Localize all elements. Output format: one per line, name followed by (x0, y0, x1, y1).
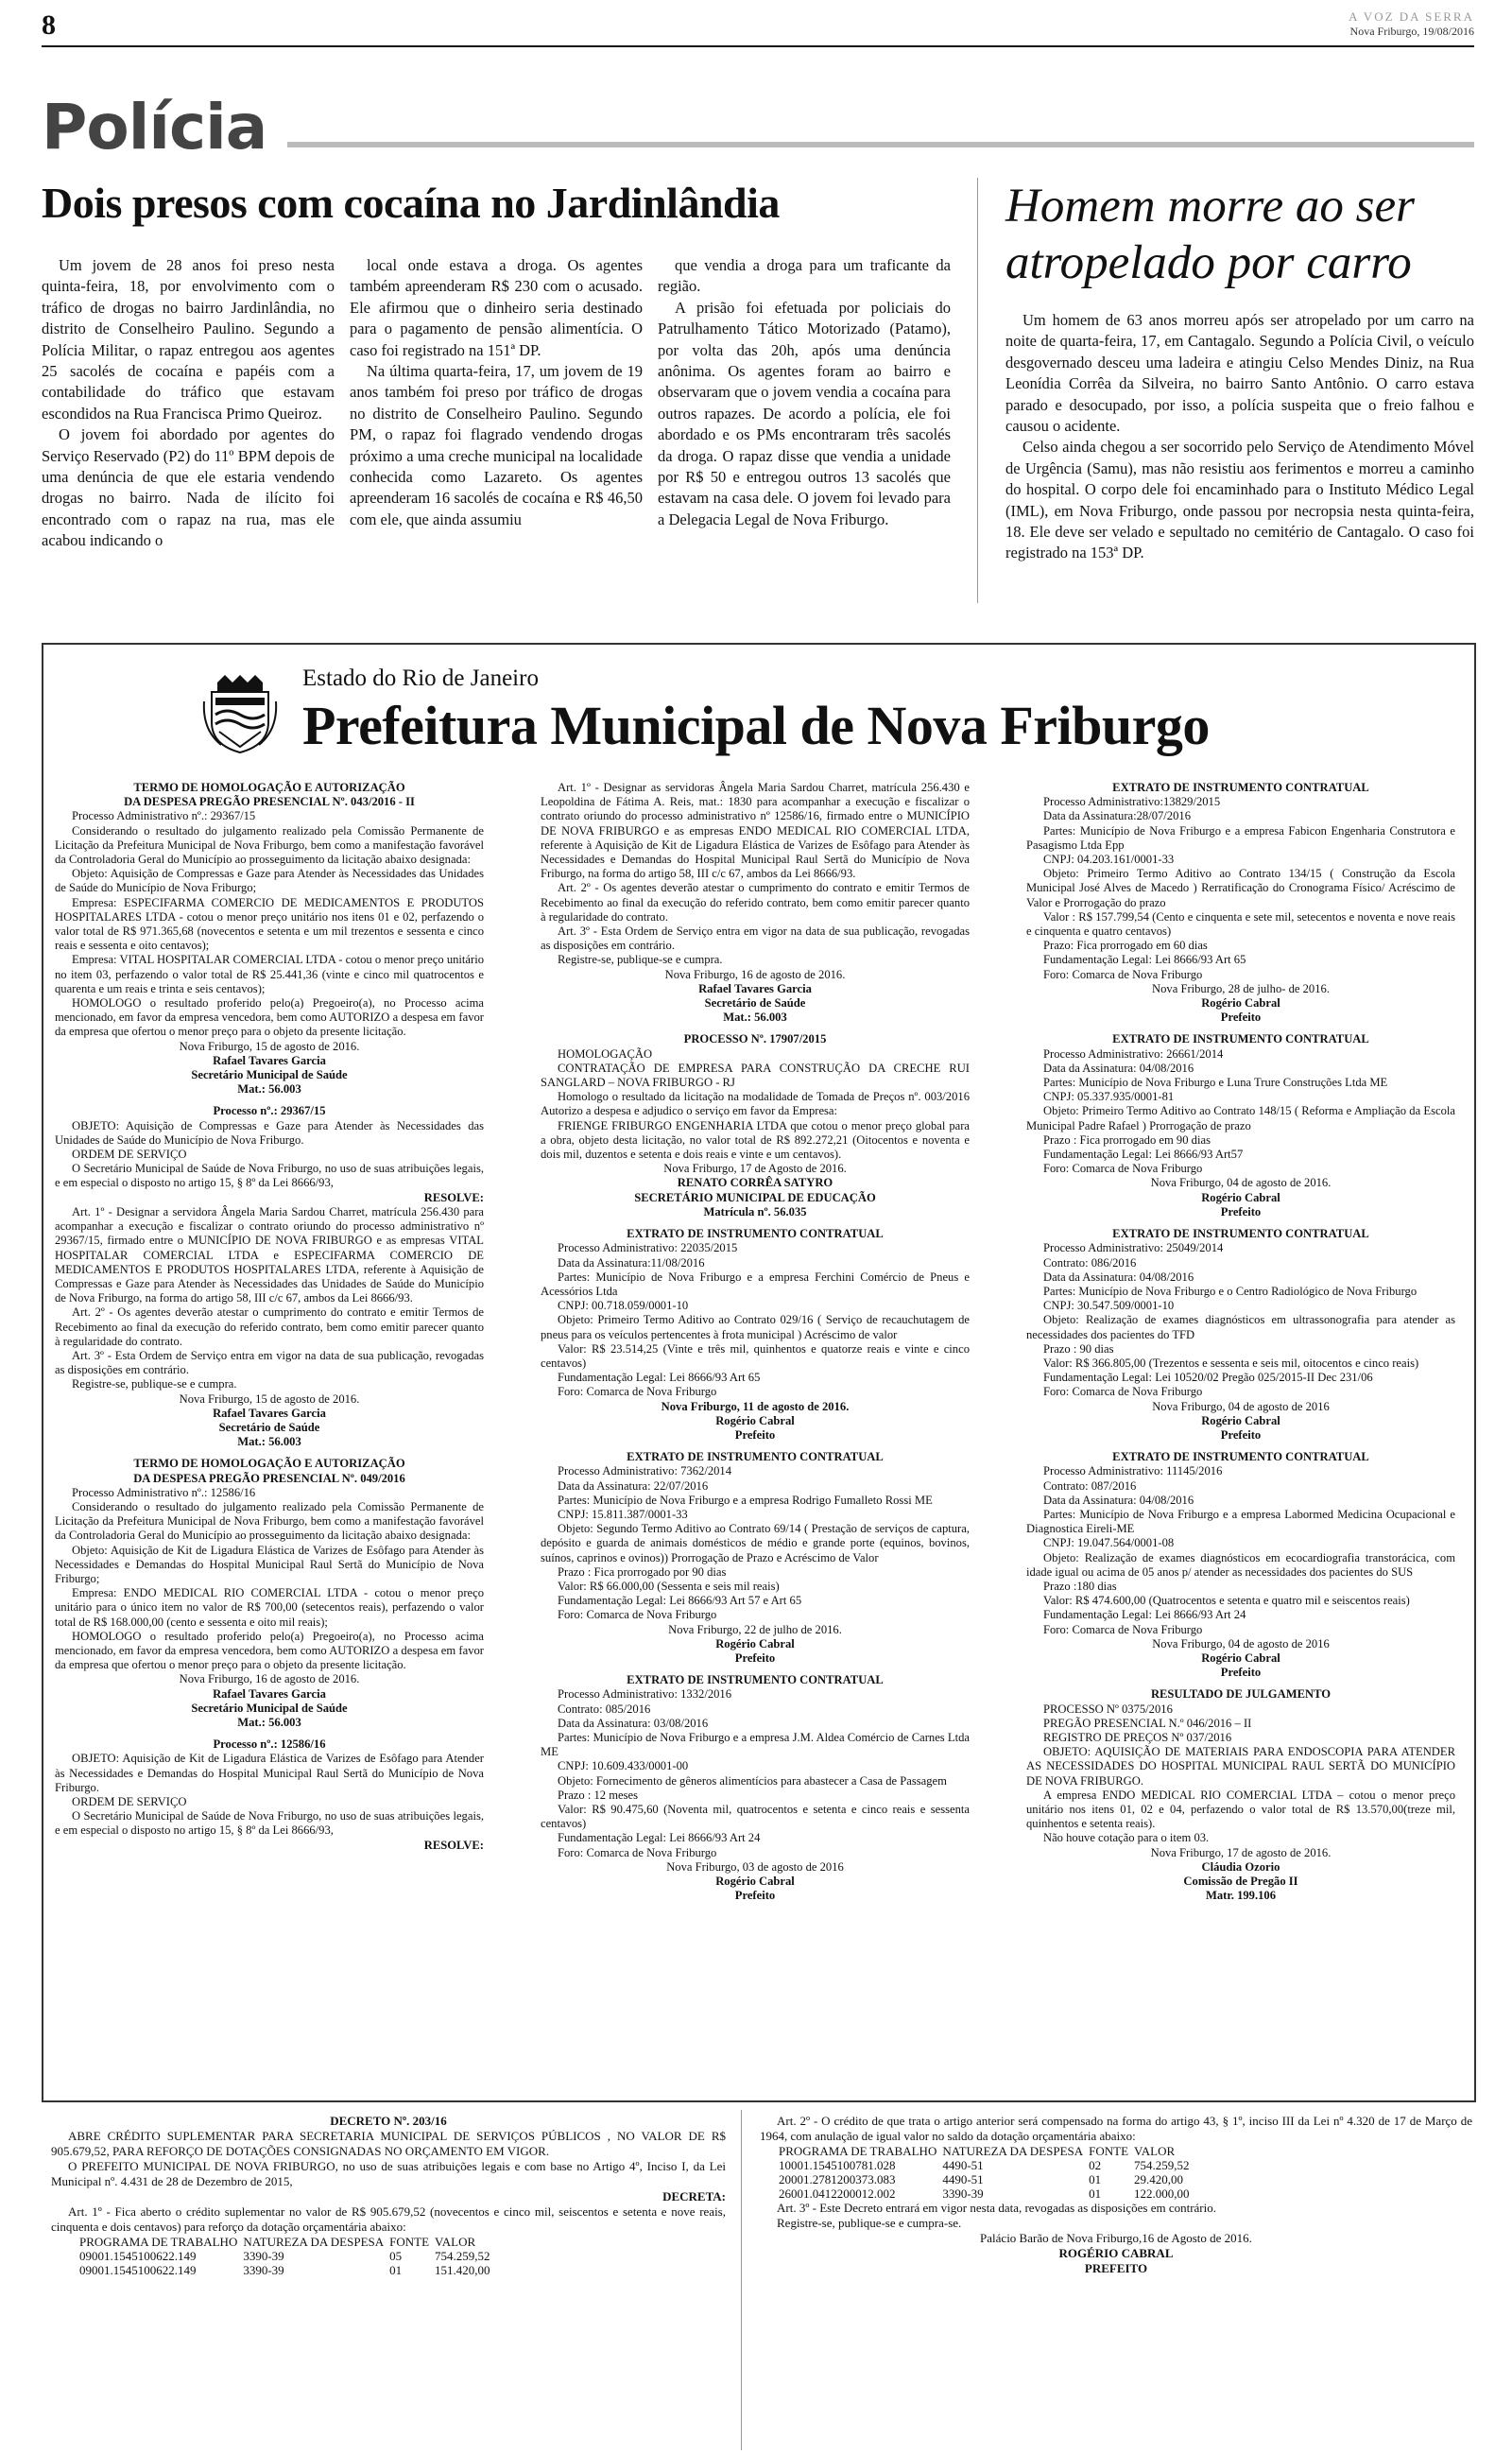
legal-line: Data da Assinatura: 04/08/2016 (1043, 1493, 1194, 1507)
legal-line: Objeto: Segundo Termo Aditivo ao Contrato 69/14 ( Prestação de serviços de captura, depósito e guarda de animais domésticos de médio e grande porte (equinos, bovinos, suínos, caprinos e ovinos)) Prorrogação de Prazo e Acréscimo de Valor (541, 1522, 970, 1564)
paragraph: que vendia a droga para um traficante da região. (658, 256, 951, 296)
table-cell: 151.420,00 (435, 2263, 490, 2277)
legal-line: Art. 2º - Os agentes deverão atestar o cumprimento do contrato e emitir Termos de Recebimento ao final da execução do referido contrato, bem como emitir parecer quanto à regularidade do contrato. (541, 881, 970, 924)
legal-line: Nova Friburgo, 16 de agosto de 2016. (664, 967, 846, 981)
table-cell: 754.259,52 (1134, 2158, 1190, 2172)
legal-line: Fundamentação Legal: Lei 8666/93 Art 24 (558, 1831, 761, 1845)
legal-line: Objeto: Fornecimento de gêneros alimentícios para abastecer a Casa de Passagem (558, 1773, 947, 1788)
legal-line: Processo Administrativo: 22035/2015 (558, 1241, 738, 1255)
legal-line: Partes: Município de Nova Friburgo e a empresa Fabicon Engenharia Construtora e Pasagismo Ltda Epp (1026, 823, 1455, 852)
table-cell: 01 (1089, 2186, 1102, 2201)
article-column-1 (42, 255, 335, 552)
legal-line: Rogério Cabral (1201, 1650, 1280, 1665)
legal-line: Contrato: 087/2016 (1043, 1478, 1137, 1493)
legal-line: Processo Administrativo: 7362/2014 (558, 1464, 732, 1478)
legal-line: RENATO CORRÊA SATYRO (677, 1176, 833, 1190)
decree-art3: Art. 3º - Este Decreto entrará em vigor nesta data, revogadas as disposições em contrário. (777, 2201, 1216, 2215)
legal-line: Nova Friburgo, 16 de agosto de 2016. (179, 1672, 360, 1686)
table-cell: 754.259,52 (435, 2249, 490, 2263)
table-cell: 02 (1089, 2158, 1102, 2172)
table-header-cell: NATUREZA DA DESPESA (243, 2235, 385, 2249)
legal-line: Rogério Cabral (1201, 996, 1280, 1011)
legal-line: Objeto: Aquisição de Compressas e Gaze para Atender às Necessidades das Unidades de Saúde do Município de Nova Friburgo; (55, 867, 484, 895)
legal-line: Nova Friburgo, 15 de agosto de 2016. (179, 1391, 360, 1406)
newspaper-page (42, 0, 1474, 2454)
legal-prefeitura-title: Prefeitura Municipal de Nova Friburgo (302, 695, 1210, 756)
legal-line: Foro: Comarca de Nova Friburgo (1043, 1385, 1203, 1399)
table-row (79, 2263, 496, 2277)
legal-line: RESOLVE: (423, 1838, 484, 1852)
legal-line: Rafael Tavares Garcia (698, 981, 812, 995)
legal-line: Prazo : 12 meses (558, 1788, 638, 1802)
legal-line: Prefeito (734, 1427, 776, 1442)
article2-headline-line2: atropelado por carro (1005, 236, 1412, 289)
table-cell: 01 (1089, 2172, 1102, 2186)
legal-line: Partes: Município de Nova Friburgo e a empresa Ferchini Comércio de Pneus e Acessórios Ltda (541, 1270, 970, 1298)
legal-line: RESULTADO DE JULGAMENTO (1150, 1687, 1332, 1702)
legal-line: TERMO DE HOMOLOGAÇÃO E AUTORIZAÇÃO (133, 781, 405, 794)
spacer (541, 1025, 970, 1032)
legal-line: HOMOLOGO o resultado proferido pelo(a) Pregoeiro(a), no Processo acima mencionado, em favor da empresa vencedora, bem como AUTORIZO a despesa em favor da empresa que ofertou o menor preço para o objeto da presente licitação. (55, 996, 484, 1039)
legal-line: DA DESPESA PREGÃO PRESENCIAL Nº. 043/2016 - II (124, 795, 415, 809)
table-cell: 3390-39 (243, 2249, 284, 2263)
legal-line: PROCESSO Nº. 17907/2015 (683, 1032, 827, 1046)
spacer (1026, 1219, 1455, 1227)
legal-line: EXTRATO DE INSTRUMENTO CONTRATUAL (627, 1227, 884, 1241)
legal-line: Data da Assinatura: 04/08/2016 (1043, 1270, 1194, 1284)
paragraph: O jovem foi abordado por agentes do Serviço Reservado (P2) do 11º BPM depois de uma denúncia de que ele estaria vendendo drogas no bairro. Nada de ilícito foi encontrado com o rapaz na rua, mas ele acabou indicando o (42, 425, 335, 550)
decree-table-1 (79, 2235, 496, 2277)
decree-preamble: O PREFEITO MUNICIPAL DE NOVA FRIBURGO, no uso de suas atribuições legais e com base no Artigo 4º, Inciso I, da Lei Municipal nº. 4.431 de 28 de Dezembro de 2015, (51, 2159, 726, 2188)
table-row (779, 2172, 1195, 2186)
decree-signer: ROGÉRIO CABRAL (1058, 2246, 1174, 2260)
legal-line: Processo nº.: 29367/15 (213, 1104, 326, 1118)
legal-line: Objeto: Realização de exames diagnósticos em ultrassonografia para atender as necessidades dos pacientes do TFD (1026, 1313, 1455, 1341)
article2-headline (1005, 178, 1478, 291)
legal-line: Objeto: Primeiro Termo Aditivo ao Contrato 148/15 ( Reforma e Ampliação da Escola Municipal Padre Rafael ) Prorrogação de prazo (1026, 1104, 1455, 1132)
legal-line: Art. 1º - Designar a servidora Ângela Maria Sardou Charret, matrícula 256.430 para acompanhar a execução e fiscalizar o contrato oriundo do processo administrativo nº 29367/15, firmado entre o MUNICÍPIO DE NOVA FRIBURGO e as empresas VITAL HOSPITALAR COMERCIAL LTDA e ESPECIFARMA COMERCIO DE MEDICAMENTOS E PRODUTOS HOSPITALARES LTDA, referente à Aquisição de Compressas e Gaze para Atender às Necessidades das Unidades de Saúde do Município de Nova Friburgo, na forma do artigo 58, III c/c 67, ambos da Lei 8666/93. (55, 1204, 484, 1305)
legal-line: Valor: R$ 90.475,60 (Noventa mil, quatrocentos e setenta e cinco reais e sessenta centavos) (541, 1803, 970, 1831)
page-header (42, 8, 1474, 47)
legal-line: Secretário de Saúde (218, 1420, 320, 1434)
legal-line: CNPJ: 15.811.387/0001-33 (558, 1507, 688, 1521)
spacer (1026, 1025, 1455, 1032)
legal-line: Partes: Município de Nova Friburgo e a empresa J.M. Aldea Comércio de Carnes Ltda ME (541, 1731, 970, 1759)
legal-line: Nova Friburgo, 11 de agosto de 2016. (661, 1399, 850, 1413)
legal-column-3 (1026, 781, 1455, 1903)
legal-line: HOMOLOGO o resultado proferido pelo(a) Pregoeiro(a), no Processo acima mencionado, em favor da empresa vencedora, bem como AUTORIZO a despesa em favor da empresa que ofertou o menor preço para o objeto da presente licitação. (55, 1629, 484, 1672)
legal-line: Considerando o resultado do julgamento realizado pela Comissão Permanente de Licitação da Prefeitura Municipal de Nova Friburgo, bem como a manifestação favorável da Controladoria Geral do Município ao prosseguimento da licitação abaixo designada: (55, 823, 484, 867)
legal-line: Processo Administrativo nº.: 29367/15 (72, 809, 256, 823)
paragraph: Na última quarta-feira, 17, um jovem de 19 anos também foi preso por tráfico de drogas no distrito de Conselheiro Paulino. Segundo PM, o rapaz foi flagrado vendendo drogas próximo a uma creche municipal na localidade conhecida como Lazareto. Os agentes apreenderam 16 sacolés de cocaína e R$ 46,50 com ele, que ainda assumiu (350, 362, 643, 528)
spacer (1026, 1443, 1455, 1450)
legal-line: Nova Friburgo, 04 de agosto de 2016 (1152, 1399, 1330, 1413)
legal-line: Processo Administrativo:13829/2015 (1043, 795, 1221, 809)
section-rule (287, 142, 1474, 147)
legal-line: Considerando o resultado do julgamento realizado pela Comissão Permanente de Licitação da Prefeitura Municipal de Nova Friburgo, bem como a manifestação favorável da Controladoria Geral do Município ao prosseguimento da licitação abaixo designada: (55, 1499, 484, 1543)
legal-line: Art. 3º - Esta Ordem de Serviço entra em vigor na data de sua publicação, revogadas as disposições em contrário. (541, 925, 970, 953)
legal-line: Cláudia Ozorio (1201, 1859, 1280, 1874)
legal-line: SECRETÁRIO MUNICIPAL DE EDUCAÇÃO (634, 1190, 876, 1204)
legal-line: Prazo :180 dias (1043, 1579, 1117, 1593)
legal-line: Rogério Cabral (715, 1636, 795, 1650)
legal-line: Rafael Tavares Garcia (213, 1686, 326, 1701)
legal-line: PROCESSO Nº 0375/2016 (1043, 1702, 1173, 1716)
article-column-2 (350, 255, 643, 530)
spacer (55, 1097, 484, 1104)
legal-line: CONTRATAÇÃO DE EMPRESA PARA CONSTRUÇÃO DA CRECHE RUI SANGLARD – NOVA FRIBURGO - RJ (541, 1061, 970, 1090)
legal-line: Nova Friburgo, 28 de julho- de 2016. (1152, 981, 1330, 995)
legal-line: Contrato: 086/2016 (1043, 1255, 1137, 1270)
legal-line: PREGÃO PRESENCIAL N.º 046/2016 – II (1043, 1716, 1252, 1730)
legal-line: HOMOLOGAÇÃO (558, 1046, 653, 1061)
legal-line: Mat.: 56.003 (237, 1435, 301, 1449)
spacer (55, 1730, 484, 1737)
legal-line: Secretário Municipal de Saúde (191, 1701, 348, 1715)
decree-registre: Registre-se, publique-se e cumpra-se. (777, 2216, 962, 2230)
article-headline: Dois presos com cocaína no Jardinlândia (42, 179, 780, 227)
legal-line: RESOLVE: (423, 1190, 484, 1204)
table-cell: 26001.0412200012.002 (779, 2186, 896, 2201)
legal-line: Processo Administrativo: 1332/2016 (558, 1687, 732, 1702)
legal-line: Rogério Cabral (715, 1413, 795, 1427)
coat-of-arms-icon (202, 673, 278, 754)
legal-column-1 (55, 781, 484, 1853)
paper-name: A VOZ DA SERRA (1349, 9, 1474, 24)
legal-line: Prazo: Fica prorrogado em 60 dias (1043, 939, 1208, 953)
table-header-cell: PROGRAMA DE TRABALHO (779, 2144, 937, 2158)
table-cell: 3390-39 (942, 2186, 984, 2201)
legal-line: Prazo : Fica prorrogado por 90 dias (558, 1564, 727, 1579)
legal-line: OBJETO: AQUISIÇÃO DE MATERIAIS PARA ENDOSCOPIA PARA ATENDER AS NECESSIDADES DO HOSPITAL MUNICIPAL RAUL SERTÃ DO MUNICÍPIO DE NOVA FRIBURGO. (1026, 1745, 1455, 1788)
legal-line: Objeto: Primeiro Termo Aditivo ao Contrato 029/16 ( Serviço de recauchutagem de pneus para os veículos pertencentes à frota municipal ) Acréscimo de valor (541, 1313, 970, 1341)
article2-body (1005, 310, 1474, 564)
legal-line: Matr. 199.106 (1205, 1889, 1277, 1903)
legal-line: Partes: Município de Nova Friburgo e a empresa Rodrigo Fumalleto Rossi ME (558, 1493, 933, 1507)
legal-line: Mat.: 56.003 (237, 1082, 301, 1097)
legal-line: Nova Friburgo, 17 de Agosto de 2016. (663, 1162, 847, 1176)
legal-line: Foro: Comarca de Nova Friburgo (558, 1608, 717, 1622)
section-title: Polícia (42, 91, 267, 164)
paragraph: Um jovem de 28 anos foi preso nesta quinta-feira, 18, por envolvimento com o tráfico de drogas no bairro Jardinlândia, no distrito de Conselheiro Paulino. Segundo a Polícia Militar, o rapaz entregou aos agentes 25 sacolés de cocaína e papéis com a contabilidade do tráfico que estavam escondidos na Rua Francisca Primo Queiroz. (42, 256, 335, 423)
legal-line: EXTRATO DE INSTRUMENTO CONTRATUAL (627, 1450, 884, 1464)
table-row (779, 2186, 1195, 2201)
legal-line: EXTRATO DE INSTRUMENTO CONTRATUAL (1112, 781, 1369, 794)
table-cell: 3390-39 (243, 2263, 284, 2277)
legal-line: O Secretário Municipal de Saúde de Nova Friburgo, no uso de suas atribuições legais, e em especial o disposto no artigo 15, § 8º da Lei 8666/93, (55, 1809, 484, 1838)
legal-line: Partes: Município de Nova Friburgo e Luna Trure Construções Ltda ME (1043, 1076, 1388, 1090)
table-cell: 09001.1545100622.149 (79, 2249, 197, 2263)
legal-line: Rogério Cabral (1201, 1413, 1280, 1427)
paragraph: Um homem de 63 anos morreu após ser atropelado por um carro na noite de quarta-feira, 17, em Cantagalo. Segundo a Polícia Civil, o veículo desgovernado desceu uma ladeira e atingiu Celso Mendes Diniz, na Rua Leonídia Corrêa da Silveira, no bairro Santo Antônio. O carro estava parado e desocupado, por isso, a polícia suspeita que o freio falhou e causou o acidente. (1005, 311, 1474, 436)
spacer (541, 1219, 970, 1227)
legal-line: Foro: Comarca de Nova Friburgo (1043, 967, 1203, 981)
table-header-row (779, 2144, 1195, 2158)
decree-divider (741, 2110, 742, 2450)
legal-line: Partes: Município de Nova Friburgo e a empresa Labormed Medicina Ocupacional e Diagnostica Eireli-ME (1026, 1507, 1455, 1536)
table-cell: 01 (389, 2263, 403, 2277)
legal-line: DA DESPESA PREGÃO PRESENCIAL Nº. 049/2016 (133, 1471, 405, 1485)
legal-line: Prefeito (1220, 1427, 1262, 1442)
legal-line: Rogério Cabral (715, 1875, 795, 1889)
page-number: 8 (42, 9, 56, 41)
decree-art1: Art. 1º - Fica aberto o crédito suplementar no valor de R$ 905.679,52 (novecentos e cinco mil, seiscentos e setenta e nove reais, cinquenta e dois centavos) para reforço da dotação orçamentária abaixo: (51, 2204, 726, 2234)
table-cell: 29.420,00 (1134, 2172, 1184, 2186)
legal-line: Contrato: 085/2016 (558, 1702, 651, 1716)
legal-line: Partes: Município de Nova Friburgo e o Centro Radiológico de Nova Friburgo (1043, 1284, 1418, 1298)
legal-line: Nova Friburgo, 04 de agosto de 2016. (1150, 1176, 1332, 1190)
decree-right (760, 2114, 1472, 2276)
legal-line: Prefeito (1220, 1204, 1262, 1218)
table-header-cell: PROGRAMA DE TRABALHO (79, 2235, 238, 2249)
decree-table-2 (779, 2144, 1195, 2201)
legal-line: Art. 3º - Esta Ordem de Serviço entra em vigor na data de sua publicação, revogadas as disposições em contrário. (55, 1348, 484, 1377)
table-row (779, 2158, 1195, 2172)
legal-line: Processo Administrativo: 26661/2014 (1043, 1046, 1224, 1061)
legal-line: Empresa: VITAL HOSPITALAR COMERCIAL LTDA - cotou o menor preço unitário no item 03, perfazendo o valor total de R$ 25.441,36 (vinte e cinco mil quatrocentos e quarenta e um reais e trinta e seis centavos); (55, 953, 484, 995)
legal-line: Registre-se, publique-se e cumpra. (72, 1377, 237, 1391)
legal-line: EXTRATO DE INSTRUMENTO CONTRATUAL (1112, 1227, 1369, 1241)
spacer (541, 1666, 970, 1673)
legal-line: Homologo o resultado da licitação na modalidade de Tomada de Preços nº. 003/2016 Autorizo a despesa e adjudico o serviço em favor da Empresa: (541, 1090, 970, 1118)
legal-line: Registre-se, publique-se e cumpra. (558, 953, 723, 967)
legal-line: CNPJ: 00.718.059/0001-10 (558, 1299, 689, 1313)
spacer (1026, 1680, 1455, 1687)
spacer (541, 1443, 970, 1450)
legal-line: ORDEM DE SERVIÇO (72, 1148, 187, 1162)
legal-line: REGISTRO DE PREÇOS Nº 037/2016 (1043, 1731, 1232, 1744)
legal-line: CNPJ: 04.203.161/0001-33 (1043, 853, 1175, 867)
legal-line: CNPJ: 30.547.509/0001-10 (1043, 1299, 1175, 1313)
legal-line: Fundamentação Legal: Lei 10520/02 Pregão 025/2015-II Dec 231/06 (1043, 1371, 1373, 1385)
legal-line: Objeto: Realização de exames diagnósticos em ecocardiografia transtorácica, com idade igual ou acima de 05 anos p/ atender as necessidades dos pacientes do SUS (1026, 1550, 1455, 1579)
spacer (55, 1449, 484, 1457)
legal-line: Não houve cotação para o item 03. (1043, 1831, 1210, 1845)
legal-line: Prazo : 90 dias (1043, 1341, 1114, 1356)
table-header-cell: NATUREZA DA DESPESA (942, 2144, 1084, 2158)
legal-line: Fundamentação Legal: Lei 8666/93 Art 65 (1043, 953, 1246, 967)
legal-line: Empresa: ESPECIFARMA COMERCIO DE MEDICAMENTOS E PRODUTOS HOSPITALARES LTDA - cotou o menor preço unitário nos itens 01 e 02, perfazendo o valor total de R$ 971.365,68 (novecentos e setenta e um mil trezentos e sessenta e cinco reais e sessenta e oito centavos); (55, 895, 484, 953)
decree-title: DECRETO Nº. 203/16 (330, 2114, 447, 2128)
legal-line: EXTRATO DE INSTRUMENTO CONTRATUAL (1112, 1032, 1369, 1046)
legal-line: Processo nº.: 12586/16 (213, 1737, 326, 1752)
table-header-cell: FONTE (389, 2235, 430, 2249)
table-cell: 05 (389, 2249, 403, 2263)
table-cell: 122.000,00 (1134, 2186, 1190, 2201)
table-cell: 10001.1545100781.028 (779, 2158, 896, 2172)
decree-role: PREFEITO (1084, 2261, 1148, 2275)
legal-line: Comissão de Pregão II (1183, 1875, 1298, 1889)
table-cell: 20001.2781200373.083 (779, 2172, 896, 2186)
legal-line: Nova Friburgo, 04 de agosto de 2016 (1152, 1636, 1330, 1650)
legal-line: Processo Administrativo: 11145/2016 (1043, 1464, 1223, 1478)
legal-line: Mat.: 56.003 (237, 1716, 301, 1729)
legal-line: EXTRATO DE INSTRUMENTO CONTRATUAL (1112, 1450, 1369, 1464)
table-cell: 4490-51 (942, 2172, 984, 2186)
legal-line: Prazo : Fica prorrogado em 90 dias (1043, 1132, 1211, 1147)
legal-line: Data da Assinatura:28/07/2016 (1043, 809, 1191, 823)
legal-line: TERMO DE HOMOLOGAÇÃO E AUTORIZAÇÃO (133, 1457, 405, 1471)
paragraph: local onde estava a droga. Os agentes também apreenderam R$ 230 com o acusado. Ele afirmou que o dinheiro seria destinado para o pagamento de pensão alimentícia. O caso foi registrado na 151ª DP. (350, 256, 643, 359)
legal-line: Rafael Tavares Garcia (213, 1406, 326, 1420)
legal-line: Prefeito (734, 1650, 776, 1665)
legal-line: Valor : R$ 157.799,54 (Cento e cinquenta e sete mil, setecentos e noventa e nove reais e cinquenta e quatro centavos) (1026, 909, 1455, 939)
decree-art2: Art. 2º - O crédito de que trata o artigo anterior será compensado na forma do artigo 43, § 1º, inciso III da Lei nº 4.320 de 17 de Março de 1964, com anulação de igual valor no saldo da dotação orçamentária abaixo: (760, 2114, 1472, 2143)
legal-line: Art. 2º - Os agentes deverão atestar o cumprimento do contrato e emitir Termos de Recebimento ao final da execução do referido contrato, bem como emitir parecer quanto à regularidade do contrato. (55, 1305, 484, 1348)
legal-line: Objeto: Aquisição de Kit de Ligadura Elástica de Varizes de Esôfago para Atender às Necessidades e Demandas do Hospital Municipal Raul Sertã do Município de Nova Friburgo; (55, 1543, 484, 1585)
legal-line: Processo Administrativo: 25049/2014 (1043, 1241, 1224, 1255)
table-row (79, 2249, 496, 2263)
legal-line: Data da Assinatura: 03/08/2016 (558, 1716, 709, 1730)
paragraph: A prisão foi efetuada por policiais do Patrulhamento Tático Motorizado (Patamo), por volta das 20h, após uma denúncia anônima. Os agentes foram ao bairro e observaram que o jovem vendia a cocaína para outros rapazes. De acordo a polícia, ele foi abordado e os PMs encontraram três sacolés da droga. O rapaz disse que vendia a unidade por R$ 50 e entregou outros 13 sacolés que estavam na casa dele. O jovem foi levado para a Delegacia Legal de Nova Friburgo. (658, 298, 951, 528)
legal-column-2 (541, 781, 970, 1903)
decree-place: Palácio Barão de Nova Friburgo,16 de Agosto de 2016. (980, 2231, 1252, 2245)
legal-line: Rafael Tavares Garcia (213, 1053, 326, 1067)
paragraph: Celso ainda chegou a ser socorrido pelo Serviço de Atendimento Móvel de Urgência (Samu), mas não resistiu aos ferimentos e morreu a caminho do hospital. O corpo dele foi encaminhado para o Instituto Médico Legal (IML), em Nova Friburgo, onde passou por necropsia nesta quinta-feira, 18. Ele deve ser velado e sepultado no cemitério de Cantagalo. O caso foi registrado na 153ª DP. (1005, 438, 1474, 562)
issue-date: Nova Friburgo, 19/08/2016 (1349, 25, 1474, 38)
legal-line: Fundamentação Legal: Lei 8666/93 Art57 (1043, 1148, 1244, 1162)
legal-line: Fundamentação Legal: Lei 8666/93 Art 57 e Art 65 (558, 1594, 802, 1608)
legal-line: FRIENGE FRIBURGO ENGENHARIA LTDA que cotou o menor preço global para a obra, objeto desta licitação, no valor total de R$ 892.272,21 (Oitocentos e noventa e dois mil, duzentos e setenta e dois reais e vinte e um centavos). (541, 1118, 970, 1162)
legal-line: CNPJ: 19.047.564/0001-08 (1043, 1536, 1175, 1550)
legal-line: Fundamentação Legal: Lei 8666/93 Art 65 (558, 1371, 761, 1385)
article2-headline-line1: Homem morre ao ser (1005, 180, 1415, 233)
legal-line: EXTRATO DE INSTRUMENTO CONTRATUAL (627, 1673, 884, 1687)
legal-line: Art. 1º - Designar as servidoras Ângela Maria Sardou Charret, matrícula 256.430 e Leopoldina de Fátima A. Reis, mat.: 1830 para acompanhar a execução e fiscalizar o contrato oriundo do processo administrativo nº 12586/16, firmado entre o MUNICÍPIO DE NOVA FRIBURGO e as empresas ENDO MEDICAL RIO COMERCIAL LTDA, referente à Aquisição de Kit de Ligadura Elástica de Varizes de Esôfago para Atender às Necessidades e Demandas do Hospital Municipal Raul Sertã do Município de Nova Friburgo, na forma do artigo 58, III c/c 67, ambos da Lei 8666/93. (541, 781, 970, 881)
legal-line: Mat.: 56.003 (723, 1011, 787, 1025)
legal-state-name: Estado do Rio de Janeiro (302, 665, 539, 691)
legal-line: Objeto: Primeiro Termo Aditivo ao Contrato 134/15 ( Construção da Escola Municipal José Alves de Macedo ) Rerratificação do Cronograma Físico/ Acréscimo de Valor e Prorrogação do prazo (1026, 867, 1455, 909)
table-header-cell: FONTE (1089, 2144, 1129, 2158)
legal-line: Nova Friburgo, 22 de julho de 2016. (668, 1622, 842, 1636)
legal-line: Data da Assinatura: 04/08/2016 (1043, 1061, 1194, 1075)
table-header-row (79, 2235, 496, 2249)
legal-line: Prefeito (734, 1889, 776, 1903)
legal-line: Empresa: ENDO MEDICAL RIO COMERCIAL LTDA - cotou o menor preço unitário para o único item no valor de R$ 700,00 (setecentos reais), perfazendo o valor total de R$ 168.000,00 (cento e sessenta e oito mil reais); (55, 1586, 484, 1629)
table-cell: 4490-51 (942, 2158, 984, 2172)
table-header-cell: VALOR (1134, 2144, 1176, 2158)
masthead-info (1349, 9, 1474, 39)
legal-line: Nova Friburgo, 03 de agosto de 2016 (666, 1859, 844, 1874)
legal-line: Nova Friburgo, 17 de agosto de 2016. (1150, 1845, 1332, 1859)
legal-line: Valor: R$ 366.805,00 (Trezentos e sessenta e seis mil, oitocentos e cinco reais) (1043, 1356, 1419, 1370)
legal-line: ORDEM DE SERVIÇO (72, 1795, 187, 1809)
legal-line: Data da Assinatura:11/08/2016 (558, 1255, 705, 1270)
legal-line: Secretário Municipal de Saúde (191, 1068, 348, 1082)
legal-line: Rogério Cabral (1201, 1190, 1280, 1204)
legal-line: O Secretário Municipal de Saúde de Nova Friburgo, no uso de suas atribuições legais, e em especial o disposto no artigo 15, § 8º da Lei 8666/93, (55, 1162, 484, 1190)
legal-line: Foro: Comarca de Nova Friburgo (1043, 1162, 1203, 1176)
table-cell: 09001.1545100622.149 (79, 2263, 197, 2277)
legal-line: OBJETO: Aquisição de Compressas e Gaze para Atender às Necessidades das Unidades de Saúde do Município de Nova Friburgo. (55, 1118, 484, 1147)
legal-line: Fundamentação Legal: Lei 8666/93 Art 24 (1043, 1608, 1246, 1622)
legal-line: Valor: R$ 474.600,00 (Quatrocentos e setenta e quatro mil e seiscentos reais) (1043, 1594, 1410, 1608)
legal-line: Matrícula nº. 56.035 (703, 1204, 807, 1218)
legal-line: Foro: Comarca de Nova Friburgo (558, 1845, 717, 1859)
legal-line: CNPJ: 10.609.433/0001-00 (558, 1759, 689, 1773)
legal-line: Secretário de Saúde (704, 996, 806, 1011)
legal-line: Nova Friburgo, 15 de agosto de 2016. (179, 1039, 360, 1053)
legal-line: Processo Administrativo nº.: 12586/16 (72, 1485, 256, 1499)
legal-line: Valor: R$ 66.000,00 (Sessenta e seis mil reais) (558, 1579, 780, 1593)
legal-line: Foro: Comarca de Nova Friburgo (558, 1385, 717, 1399)
legal-line: OBJETO: Aquisição de Kit de Ligadura Elástica de Varizes de Esôfago para Atender às Necessidades e Demandas do Hospital Municipal Raul Sertã do Município de Nova Friburgo. (55, 1752, 484, 1794)
decree-intro: ABRE CRÉDITO SUPLEMENTAR PARA SECRETARIA MUNICIPAL DE SERVIÇOS PÚBLICOS , NO VALOR DE R$ 905.679,52, PARA REFORÇO DE DOTAÇÕES CONSIGNADAS NO ORÇAMENTO EM VIGOR. (51, 2129, 726, 2158)
column-divider (977, 178, 978, 603)
legal-line: Prefeito (1220, 1666, 1262, 1680)
legal-line: A empresa ENDO MEDICAL RIO COMERCIAL LTDA – cotou o menor preço unitário nos itens 01, 02 e 04, perfazendo o valor total de R$ 13.570,00(treze mil, quinhentos e setenta reais). (1026, 1788, 1455, 1831)
decree-left (51, 2114, 726, 2277)
article-column-3 (658, 255, 951, 530)
legal-line: Data da Assinatura: 22/07/2016 (558, 1478, 709, 1493)
legal-line: Foro: Comarca de Nova Friburgo (1043, 1622, 1203, 1636)
legal-line: CNPJ: 05.337.935/0001-81 (1043, 1090, 1175, 1104)
decree-decreta: DECRETA: (662, 2189, 726, 2203)
legal-line: Valor: R$ 23.514,25 (Vinte e três mil, quinhentos e quatorze reais e vinte e cinco centavos) (541, 1341, 970, 1370)
legal-line: Prefeito (1220, 1011, 1262, 1025)
table-header-cell: VALOR (435, 2235, 476, 2249)
